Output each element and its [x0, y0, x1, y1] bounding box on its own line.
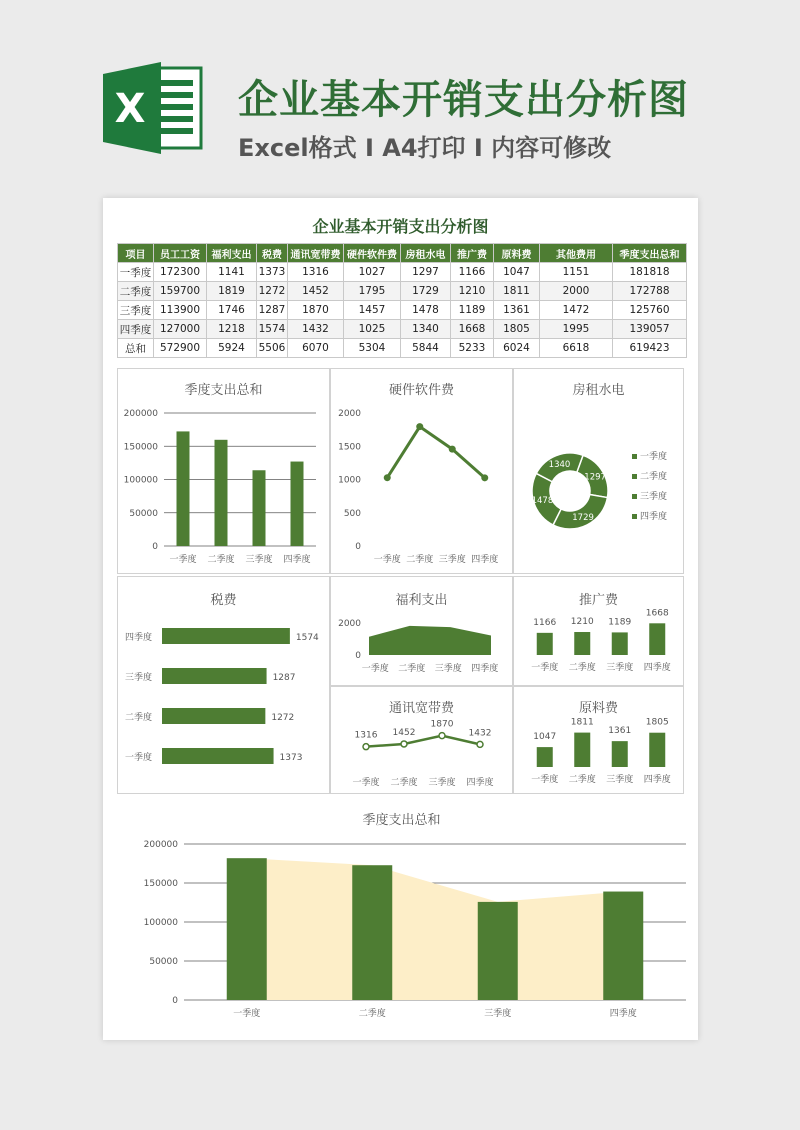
x-tick-label: 二季度: [390, 778, 418, 788]
y-tick-label: 三季度: [124, 673, 152, 683]
x-tick-label: 四季度: [466, 778, 494, 788]
table-cell: 1668: [451, 320, 494, 339]
chart-title: 硬件软件费: [388, 383, 454, 398]
table-cell: 1151: [540, 263, 613, 282]
bar: [537, 747, 553, 767]
table-cell: 一季度: [118, 263, 154, 282]
table-header-cell: 其他费用: [540, 244, 613, 263]
bar-value-label: 1574: [295, 633, 319, 643]
table-cell: 172300: [154, 263, 207, 282]
table-cell: 1189: [451, 301, 494, 320]
y-tick-label: 0: [152, 542, 158, 552]
y-tick-label: 二季度: [124, 713, 152, 723]
bar: [162, 748, 274, 764]
y-tick-label: 200000: [123, 409, 158, 419]
bar: [177, 431, 190, 546]
x-tick-label: 四季度: [471, 555, 499, 565]
table-cell: 1452: [288, 282, 344, 301]
table-header-cell: 项目: [118, 244, 154, 263]
x-tick-label: 三季度: [438, 555, 466, 565]
bar: [291, 462, 304, 546]
data-point: [401, 741, 407, 747]
x-tick-label: 一季度: [361, 664, 389, 674]
table-header-cell: 原料费: [494, 244, 540, 263]
page-title: 企业基本开销支出分析图: [238, 77, 689, 123]
bar-value-label: 1668: [645, 608, 669, 619]
chart-rent-donut: [514, 369, 685, 575]
x-tick-label: 二季度: [207, 555, 235, 565]
bar: [612, 741, 628, 767]
legend-swatch: [632, 454, 637, 459]
chart-welfare-area: [331, 577, 514, 687]
x-tick-label: 三季度: [245, 555, 273, 565]
table-cell: 1574: [257, 320, 288, 339]
spreadsheet-page: [103, 198, 698, 1040]
line-series: [387, 427, 485, 478]
table-cell: 1166: [451, 263, 494, 282]
chart-material-bar: [514, 687, 685, 795]
point-value-label: 1452: [392, 727, 416, 738]
data-point: [481, 474, 488, 481]
slice-label: 1297: [584, 472, 606, 483]
logo-letter: X: [114, 86, 146, 132]
x-tick-label: 三季度: [606, 775, 634, 785]
table-cell: 1141: [207, 263, 257, 282]
table-cell: 1210: [451, 282, 494, 301]
data-point: [416, 423, 423, 430]
bar: [162, 668, 267, 684]
table-cell: 6024: [494, 339, 540, 358]
chart-hardware-line: [331, 369, 514, 575]
data-point: [363, 744, 369, 750]
table-cell: 1478: [401, 301, 451, 320]
chart-panel-material: [513, 686, 684, 794]
line-series: [366, 736, 480, 747]
legend-swatch: [632, 474, 637, 479]
table-cell: 172788: [613, 282, 687, 301]
bar-value-label: 1373: [279, 753, 303, 763]
x-tick-label: 一季度: [531, 663, 559, 673]
table-header-cell: 房租水电: [401, 244, 451, 263]
data-point: [384, 474, 391, 481]
bar: [162, 708, 265, 724]
bar-value-label: 1047: [533, 732, 557, 743]
bar: [603, 892, 643, 1000]
x-tick-label: 二季度: [568, 663, 596, 673]
table-cell: 139057: [613, 320, 687, 339]
chart-title: 通讯宽带费: [388, 701, 454, 716]
y-tick-label: 0: [355, 542, 361, 552]
bar-value-label: 1805: [645, 717, 669, 728]
table-header-cell: 推广费: [451, 244, 494, 263]
slice-label: 1729: [572, 512, 594, 523]
x-tick-label: 三季度: [606, 663, 634, 673]
x-tick-label: 四季度: [471, 664, 499, 674]
table-cell: 619423: [613, 339, 687, 358]
x-tick-label: 二季度: [398, 664, 426, 674]
table-header-cell: 季度支出总和: [613, 244, 687, 263]
legend-label: 四季度: [640, 512, 668, 522]
table-cell: 5233: [451, 339, 494, 358]
page-subtitle: Excel格式 Ⅰ A4打印 Ⅰ 内容可修改: [238, 134, 612, 162]
bar-value-label: 1272: [271, 713, 295, 723]
table-header-cell: 硬件软件费: [344, 244, 401, 263]
table-header-cell: 通讯宽带费: [288, 244, 344, 263]
chart-panel-promotion: [513, 576, 684, 686]
donut-slice: [553, 494, 607, 529]
table-cell: 1361: [494, 301, 540, 320]
chart-total-combo: [118, 797, 687, 1027]
y-tick-label: 2000: [338, 409, 361, 419]
excel-logo-icon: [103, 62, 203, 154]
expense-table: [117, 243, 687, 358]
chart-title: 季度支出总和: [184, 383, 263, 398]
table-row: [118, 320, 687, 339]
bar-value-label: 1189: [608, 617, 632, 628]
x-tick-label: 三季度: [428, 778, 456, 788]
y-tick-label: 150000: [123, 442, 158, 453]
bar-value-label: 1210: [570, 617, 594, 628]
chart-panel-total: [117, 368, 330, 574]
sheet-title: 企业基本开销支出分析图: [312, 217, 489, 236]
table-cell: 1729: [401, 282, 451, 301]
table-header-cell: 福利支出: [207, 244, 257, 263]
table-cell: 6618: [540, 339, 613, 358]
table-cell: 1457: [344, 301, 401, 320]
y-tick-label: 100000: [143, 918, 178, 928]
chart-tax-hbar: [118, 577, 331, 795]
y-tick-label: 1500: [338, 442, 361, 453]
y-tick-label: 2000: [338, 619, 361, 629]
legend-swatch: [632, 514, 637, 519]
point-value-label: 1316: [354, 730, 378, 741]
y-tick-label: 四季度: [124, 633, 152, 643]
x-tick-label: 四季度: [609, 1009, 637, 1019]
table-cell: 1795: [344, 282, 401, 301]
chart-panel-welfare: [330, 576, 513, 686]
x-tick-label: 三季度: [434, 664, 462, 674]
table-cell: 1819: [207, 282, 257, 301]
area-series: [369, 626, 491, 655]
table-cell: 1272: [257, 282, 288, 301]
chart-title: 福利支出: [395, 593, 448, 608]
x-tick-label: 二季度: [406, 555, 434, 565]
table-cell: 1297: [401, 263, 451, 282]
chart-total-bar: [118, 369, 331, 575]
chart-title: 房租水电: [572, 383, 625, 398]
table-cell: 1340: [401, 320, 451, 339]
bar: [574, 733, 590, 767]
table-cell: 1805: [494, 320, 540, 339]
table-cell: 127000: [154, 320, 207, 339]
table-cell: 1287: [257, 301, 288, 320]
x-tick-label: 四季度: [283, 555, 311, 565]
bar: [478, 902, 518, 1000]
y-tick-label: 0: [355, 651, 361, 661]
bar: [227, 858, 267, 1000]
chart-title: 原料费: [578, 701, 618, 716]
table-cell: 1472: [540, 301, 613, 320]
table-cell: 125760: [613, 301, 687, 320]
slice-label: 1478: [531, 495, 554, 506]
table-cell: 5844: [401, 339, 451, 358]
table-cell: 1218: [207, 320, 257, 339]
table-cell: 1373: [257, 263, 288, 282]
area-series: [247, 858, 624, 1000]
bar-value-label: 1361: [608, 726, 632, 737]
bar: [649, 623, 665, 655]
table-cell: 四季度: [118, 320, 154, 339]
table-cell: 1316: [288, 263, 344, 282]
y-tick-label: 1000: [338, 475, 361, 486]
chart-title: 税费: [210, 593, 237, 608]
table-cell: 二季度: [118, 282, 154, 301]
table-cell: 总和: [118, 339, 154, 358]
chart-promotion-bar: [514, 577, 685, 687]
table-cell: 5506: [257, 339, 288, 358]
x-tick-label: 四季度: [643, 775, 671, 785]
data-point: [477, 741, 483, 747]
legend-label: 一季度: [640, 452, 668, 462]
x-tick-label: 一季度: [531, 775, 559, 785]
y-tick-label: 200000: [143, 840, 178, 850]
chart-title: 季度支出总和: [362, 813, 441, 828]
chart-panel-total-combo: [117, 796, 686, 1026]
chart-panel-hardware: [330, 368, 513, 574]
y-tick-label: 500: [343, 508, 361, 519]
data-point: [449, 446, 456, 453]
y-tick-label: 50000: [149, 957, 178, 967]
table-cell: 181818: [613, 263, 687, 282]
bar: [537, 633, 553, 655]
table-cell: 1025: [344, 320, 401, 339]
table-cell: 1047: [494, 263, 540, 282]
y-tick-label: 50000: [129, 508, 158, 519]
table-cell: 5304: [344, 339, 401, 358]
y-tick-label: 一季度: [124, 753, 152, 763]
y-tick-label: 100000: [123, 475, 158, 486]
legend-swatch: [632, 494, 637, 499]
table-cell: 1995: [540, 320, 613, 339]
legend-label: 二季度: [640, 472, 668, 482]
y-tick-label: 150000: [143, 879, 178, 889]
table-cell: 2000: [540, 282, 613, 301]
bar: [574, 632, 590, 655]
table-cell: 1432: [288, 320, 344, 339]
bar-value-label: 1811: [570, 717, 594, 728]
x-tick-label: 二季度: [358, 1009, 386, 1019]
bar: [649, 733, 665, 767]
bar: [352, 865, 392, 1000]
table-cell: 1027: [344, 263, 401, 282]
table-cell: 5924: [207, 339, 257, 358]
table-header-row: [118, 244, 687, 263]
bar: [612, 632, 628, 655]
table-cell: 6070: [288, 339, 344, 358]
x-tick-label: 一季度: [352, 778, 380, 788]
table-cell: 1746: [207, 301, 257, 320]
x-tick-label: 四季度: [643, 663, 671, 673]
table-row: [118, 339, 687, 358]
x-tick-label: 三季度: [484, 1009, 512, 1019]
y-tick-label: 0: [172, 996, 178, 1006]
chart-panel-telecom: [330, 686, 513, 794]
table-cell: 159700: [154, 282, 207, 301]
table-row: [118, 263, 687, 282]
table-cell: 1870: [288, 301, 344, 320]
x-tick-label: 一季度: [169, 555, 197, 565]
table-row: [118, 282, 687, 301]
table-cell: 572900: [154, 339, 207, 358]
x-tick-label: 二季度: [568, 775, 596, 785]
chart-title: 推广费: [578, 593, 618, 608]
x-tick-label: 一季度: [233, 1009, 261, 1019]
data-point: [439, 733, 445, 739]
bar-value-label: 1287: [272, 673, 296, 683]
chart-panel-rent: [513, 368, 684, 574]
bar: [162, 628, 290, 644]
table-cell: 1811: [494, 282, 540, 301]
table-cell: 113900: [154, 301, 207, 320]
bar-value-label: 1166: [533, 617, 557, 628]
chart-panel-tax: [117, 576, 330, 794]
x-tick-label: 一季度: [373, 555, 401, 565]
point-value-label: 1432: [468, 728, 492, 739]
chart-telecom-line: [331, 687, 514, 795]
table-row: [118, 301, 687, 320]
point-value-label: 1870: [430, 719, 454, 730]
bar: [253, 470, 266, 546]
table-cell: 三季度: [118, 301, 154, 320]
slice-label: 1340: [548, 459, 571, 470]
bar: [215, 440, 228, 546]
table-header-cell: 税费: [257, 244, 288, 263]
legend-label: 三季度: [640, 492, 668, 502]
table-header-cell: 员工工资: [154, 244, 207, 263]
